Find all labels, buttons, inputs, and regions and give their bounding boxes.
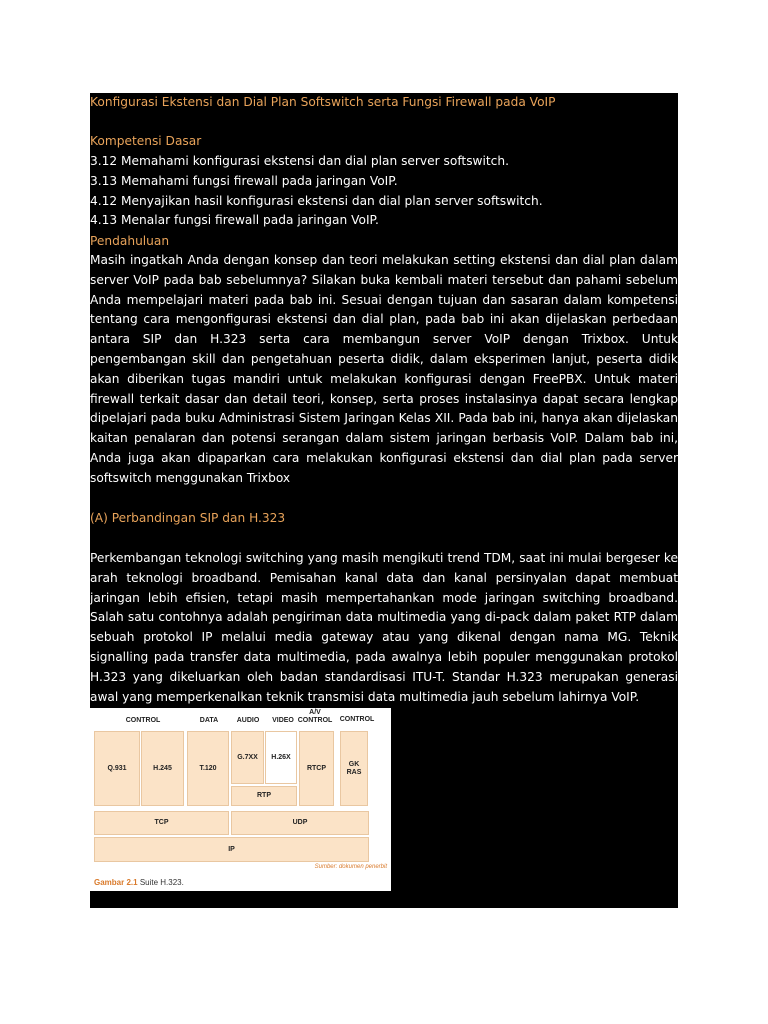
document-page: [90, 93, 678, 908]
header-av-control-line1: A/V: [309, 709, 321, 716]
box-gk-ras: [340, 731, 368, 806]
document-title: Konfigurasi Ekstensi dan Dial Plan Softswitch serta Fungsi Firewall pada VoIP: [90, 95, 556, 109]
box-ras-label: RAS: [346, 768, 362, 776]
box-h26x: H.26X: [265, 731, 297, 784]
h323-suite-figure: [90, 708, 391, 891]
pendahuluan-paragraph: Masih ingatkah Anda dengan konsep dan teori melakukan setting ekstensi dan dial plan dalam server VoIP pada bab sebelumnya? Silakan buka kembali materi tersebut dan pahami sebelum Anda mempelajari materi pada bab ini. Sesuai dengan tujuan dan sasaran dalam kompetensi tentang cara mengonfigurasi ekstensi dan dial plan, pada bab ini akan dijelaskan perbedaan antara SIP dan H.323 serta cara membangun server VoIP dengan Trixbox. Untuk pengembangan skill dan pengetahuan peserta didik, dalam eksperimen lanjut, peserta didik akan diberikan tugas mandiri untuk melakukan konfigurasi dengan FreePBX. Untuk materi firewall terkait dasar dan detail teori, konsep, serta proses instalasinya dapat secara lengkap dipelajari pada buku Administrasi Sistem Jaringan Kelas XII. Pada bab ini, hanya akan dijelaskan kaitan penalaran dan potensi serangan dalam sistem jaringan berbasis VoIP. Dalam bab ini, Anda juga akan dipaparkan cara melakukan konfigurasi ekstensi dan dial plan pada server softswitch menggunakan Trixbox: [90, 253, 678, 485]
figure-caption-label: Gambar 2.1: [94, 878, 138, 887]
header-control-2: CONTROL: [339, 716, 375, 723]
section-a-heading: (A) Perbandingan SIP dan H.323: [90, 511, 286, 525]
box-ip: IP: [94, 837, 369, 862]
pendahuluan-heading: Pendahuluan: [90, 234, 170, 248]
kompetensi-item: 4.12 Menyajikan hasil konfigurasi ekstensi dan dial plan server softswitch.: [90, 193, 543, 208]
box-t120: T.120: [187, 731, 229, 806]
box-rtcp: RTCP: [299, 731, 334, 806]
header-video: VIDEO: [272, 717, 294, 724]
box-h245: H.245: [141, 731, 184, 806]
header-av-control-line2: CONTROL: [297, 717, 333, 724]
section-a-paragraph: Perkembangan teknologi switching yang masih mengikuti trend TDM, saat ini mulai bergeser ke arah teknologi broadband. Pemisahan kanal data dan kanal persinyalan dapat membuat jaringan lebih efisien, tetapi masih mempertahankan mode jaringan switching broadband. Salah satu contohnya adalah pengiriman data multimedia yang di-pack dalam paket RTP dalam sebuah protokol IP melalui media gateway atau yang dikenal dengan nama MG. Teknik signalling pada transfer data multimedia, pada awalnya lebih populer menggunakan protokol H.323 yang dikeluarkan oleh badan standardisasi ITU-T. Standar H.323 merupakan generasi awal yang memperkenalkan teknik transmisi data multimedia jauh sebelum lahirnya VoIP.: [90, 551, 678, 704]
kompetensi-heading: Kompetensi Dasar: [90, 134, 202, 148]
header-audio: AUDIO: [236, 717, 260, 724]
figure-caption: [94, 878, 184, 887]
kompetensi-list: [90, 152, 678, 231]
header-data: DATA: [199, 717, 219, 724]
box-q931: Q.931: [94, 731, 140, 806]
kompetensi-item: 3.12 Memahami konfigurasi ekstensi dan dial plan server softswitch.: [90, 154, 509, 168]
box-tcp: TCP: [94, 811, 229, 835]
box-gk-label: GK: [348, 760, 360, 768]
figure-source: Sumber: dokumen penerbit: [314, 864, 387, 870]
header-control: CONTROL: [125, 717, 161, 724]
figure-caption-text: Suite H.323.: [139, 878, 184, 887]
box-udp: UDP: [231, 811, 369, 835]
kompetensi-item: 3.13 Memahami fungsi firewall pada jaringan VoIP.: [90, 173, 398, 188]
header-av-control: [296, 709, 334, 725]
box-rtp: RTP: [231, 786, 297, 806]
box-g7xx: G.7XX: [231, 731, 264, 784]
kompetensi-item: 4.13 Menalar fungsi firewall pada jaringan VoIP.: [90, 213, 379, 228]
